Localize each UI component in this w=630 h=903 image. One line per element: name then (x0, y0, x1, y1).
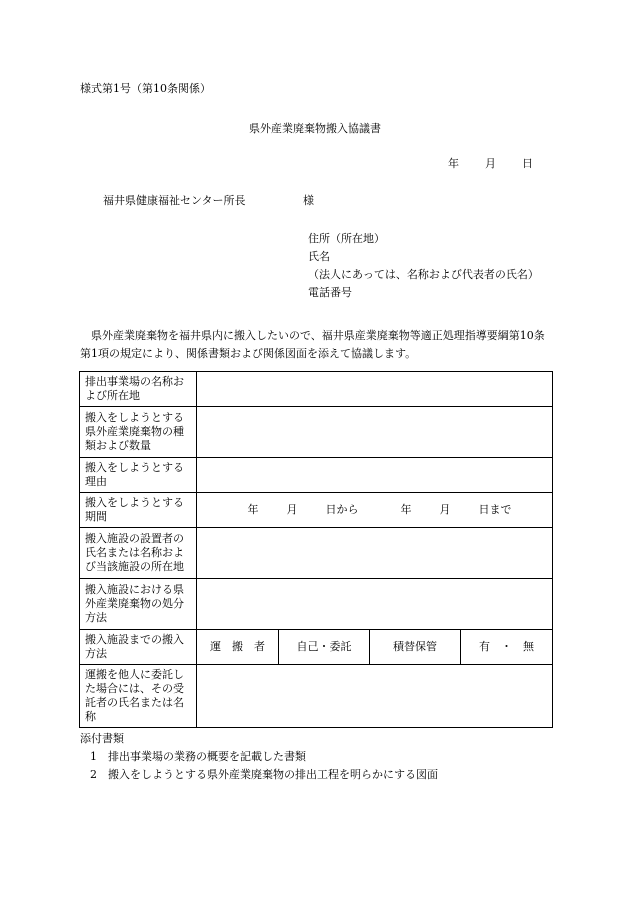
applicant-name: 氏名 (308, 250, 330, 263)
table-row (80, 579, 553, 630)
row-value-disposal-method[interactable] (197, 579, 553, 630)
row-value-facility-owner[interactable] (197, 528, 553, 579)
period-start-year: 年 (247, 503, 259, 516)
carrier-cell: 運 搬 者 (197, 630, 279, 665)
table-row (80, 372, 553, 407)
row-label-waste-type: 搬入をしようとする県外産業廃棄物の種類および数量 (80, 407, 197, 458)
transfer-storage-cell: 積替保管 (370, 630, 461, 665)
row-label-transport-method: 搬入施設までの搬入方法 (80, 630, 197, 665)
date-year: 年 (448, 157, 459, 170)
row-value-consignee[interactable] (197, 665, 553, 728)
table-row (80, 458, 553, 493)
table-row (80, 528, 553, 579)
row-label-source: 排出事業場の名称および所在地 (80, 372, 197, 407)
date-day: 日 (522, 157, 533, 170)
period-end-year: 年 (400, 503, 412, 516)
period-start-day: 日から (325, 503, 359, 516)
intro-text: 県外産業廃棄物を福井県内に搬入したいので、福井県産業廃棄物等適正処理指導要綱第10条第1項の規定により、関係書類および関係図面を添えて協議します。 (80, 329, 545, 360)
addressee-honorific: 様 (303, 194, 314, 207)
applicant-phone: 電話番号 (308, 286, 352, 299)
row-value-reason[interactable] (197, 458, 553, 493)
yes-no-cell[interactable]: 有 ・ 無 (461, 630, 553, 665)
form-number: 様式第1号（第10条関係） (80, 82, 211, 95)
row-value-period[interactable] (197, 493, 553, 528)
application-table (79, 371, 553, 728)
row-label-facility-owner: 搬入施設の設置者の氏名または名称および当該施設の所在地 (80, 528, 197, 579)
period-end-month: 月 (439, 503, 451, 516)
attachments-heading: 添付書類 (80, 732, 124, 745)
row-value-waste-type[interactable] (197, 407, 553, 458)
table-row (80, 493, 553, 528)
self-or-consign-cell[interactable]: 自己・委託 (279, 630, 370, 665)
row-label-period: 搬入をしようとする期間 (80, 493, 197, 528)
attachment-item: 1 排出事業場の業務の概要を記載した書類 (90, 750, 306, 763)
period-start-month: 月 (286, 503, 298, 516)
applicant-block (308, 230, 539, 302)
date-line (448, 155, 533, 171)
attachments (80, 730, 438, 784)
date-month: 月 (485, 157, 496, 170)
row-value-source[interactable] (197, 372, 553, 407)
document-title: 県外産業廃棄物搬入協議書 (249, 122, 381, 135)
applicant-address: 住所（所在地） (308, 232, 385, 245)
row-label-reason: 搬入をしようとする理由 (80, 458, 197, 493)
applicant-corp-note: （法人にあっては、名称および代表者の氏名） (308, 268, 539, 281)
attachment-item: 2 搬入をしようとする県外産業廃棄物の排出工程を明らかにする図面 (90, 768, 438, 781)
period-end-day: 日まで (478, 503, 512, 516)
row-label-consignee: 運搬を他人に委託した場合には、その受託者の氏名または名称 (80, 665, 197, 728)
table-row (80, 630, 553, 665)
table-row (80, 407, 553, 458)
table-row (80, 665, 553, 728)
row-label-disposal-method: 搬入施設における県外産業廃棄物の処分方法 (80, 579, 197, 630)
addressee-name: 福井県健康福祉センター所長 (103, 194, 246, 207)
